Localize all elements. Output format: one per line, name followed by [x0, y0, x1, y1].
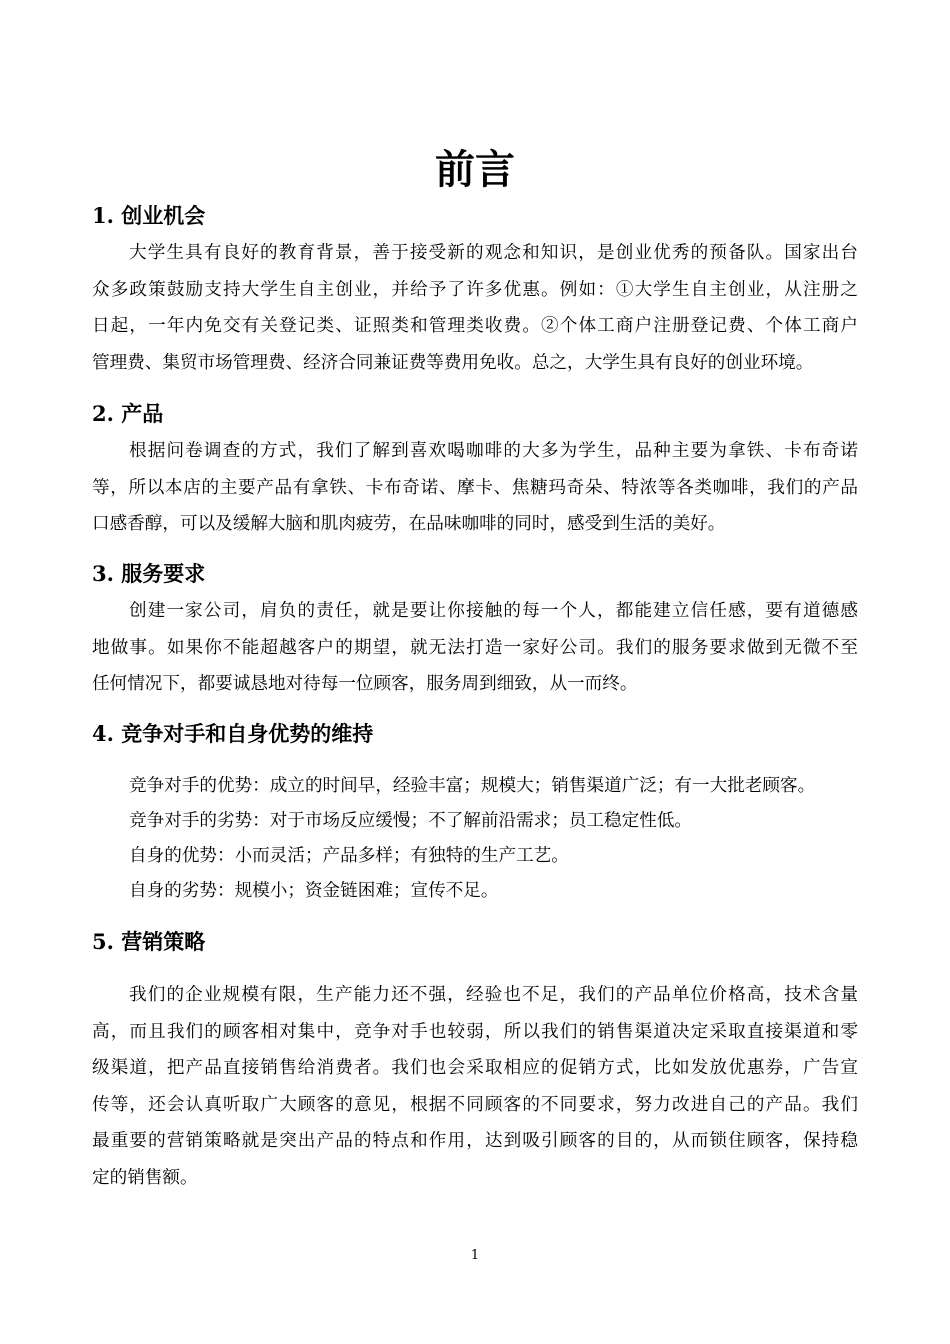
paragraph-opportunity — [92, 235, 858, 381]
competition-list — [92, 769, 858, 909]
section-heading: 5. 营销策略 — [92, 929, 206, 954]
text-line: 地做事。如果你不能超越客户的期望，就无法打造一家好公司。我们的服务要求做到无微不至 — [92, 637, 858, 658]
list-item: 自身的劣势：规模小；资金链困难；宣传不足。 — [129, 881, 499, 901]
text-line: 管理费、集贸市场管理费、经济合同兼证费等费用免收。总之，大学生具有良好的创业环境。 — [92, 352, 814, 373]
paragraph-service — [92, 593, 858, 703]
list-item: 自身的优势：小而灵活；产品多样；有独特的生产工艺。 — [129, 846, 569, 866]
text-line: 根据问卷调查的方式，我们了解到喜欢喝咖啡的大多为学生，品种主要为拿铁、卡布奇诺 — [129, 441, 858, 461]
section-heading: 1. 创业机会 — [92, 203, 206, 228]
text-line: 我们的企业规模有限，生产能力还不强，经验也不足，我们的产品单位价格高，技术含量 — [129, 985, 858, 1005]
text-line: 级渠道，把产品直接销售给消费者。我们也会采取相应的促销方式，比如发放优惠券，广告宣 — [92, 1058, 858, 1079]
text-line: 口感香醇，可以及缓解大脑和肌肉疲劳，在品味咖啡的同时，感受到生活的美好。 — [92, 514, 726, 535]
text-line: 传等，还会认真听取广大顾客的意见，根据不同顾客的不同要求，努力改进自己的产品。我们 — [92, 1094, 858, 1115]
page-number: 1 — [470, 1248, 480, 1263]
text-line: 日起，一年内免交有关登记类、证照类和管理类收费。②个体工商户注册登记费、个体工商户 — [92, 316, 858, 337]
page-title: 前言 — [435, 146, 515, 193]
text-line: 定的销售额。 — [92, 1167, 198, 1188]
paragraph-marketing — [92, 977, 858, 1197]
text-line: 最重要的营销策略就是突出产品的特点和作用，达到吸引顾客的目的，从而锁住顾客，保持稳 — [92, 1131, 858, 1152]
text-line: 大学生具有良好的教育背景，善于接受新的观念和知识，是创业优秀的预备队。国家出台 — [129, 243, 858, 263]
text-line: 等，所以本店的主要产品有拿铁、卡布奇诺、摩卡、焦糖玛奇朵、特浓等各类咖啡，我们的产品 — [92, 477, 858, 498]
list-item: 竞争对手的劣势：对于市场反应缓慢；不了解前沿需求；员工稳定性低。 — [129, 811, 693, 831]
section-heading: 2. 产品 — [92, 401, 164, 426]
text-line: 众多政策鼓励支持大学生自主创业，并给予了许多优惠。例如：①大学生自主创业，从注册之 — [92, 279, 858, 300]
list-item: 竞争对手的优势：成立的时间早，经验丰富；规模大；销售渠道广泛；有一大批老顾客。 — [129, 776, 816, 796]
paragraph-product — [92, 433, 858, 543]
section-heading: 4. 竞争对手和自身优势的维持 — [92, 721, 374, 746]
text-line: 任何情况下，都要诚恳地对待每一位顾客，服务周到细致，从一而终。 — [92, 674, 638, 695]
text-line: 高，而且我们的顾客相对集中，竞争对手也较弱，所以我们的销售渠道决定采取直接渠道和零 — [92, 1021, 858, 1042]
text-line: 创建一家公司，肩负的责任，就是要让你接触的每一个人，都能建立信任感，要有道德感 — [129, 601, 858, 621]
section-heading: 3. 服务要求 — [92, 561, 206, 586]
